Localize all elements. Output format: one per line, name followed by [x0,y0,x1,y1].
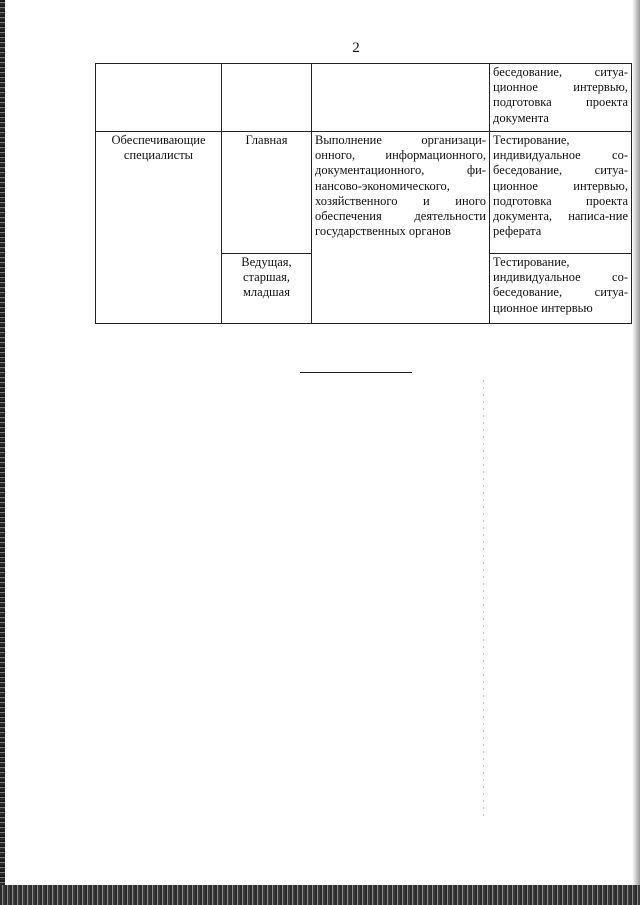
cell-group-other: Ведущая, старшая, младшая [222,254,312,324]
cell-methods-main: Тестирование, индивидуальное со-беседование, ситуа-ционное интервью, подготовка проекта документа, написа-ние реферата [490,132,632,254]
scan-edge-left [0,0,5,905]
cell-group-main: Главная [222,132,312,254]
cell-methods-other: Тестирование, индивидуальное со-беседование, ситуа-ционное интервью [490,254,632,324]
scan-edge-right [632,0,640,905]
cell-empty-duties [312,64,490,132]
table-row-main-group [96,132,632,254]
page-number: 2 [352,40,360,56]
scan-edge-bottom [0,885,640,905]
scan-dotted-artifact [483,380,484,820]
cell-category: Обеспечивающие специалисты [96,132,222,324]
positions-table [95,63,632,324]
cell-continued-methods: беседование, ситуа-ционное интервью, подготовка проекта документа [490,64,632,132]
cell-empty-group [222,64,312,132]
end-separator-line [300,372,412,373]
cell-empty-category [96,64,222,132]
cell-duties: Выполнение организаци-онного, информационного, документационного, фи-нансово-экономического, хозяйственного и иного обеспечения деятельности государственных органов [312,132,490,324]
table-row-continued [96,64,632,132]
